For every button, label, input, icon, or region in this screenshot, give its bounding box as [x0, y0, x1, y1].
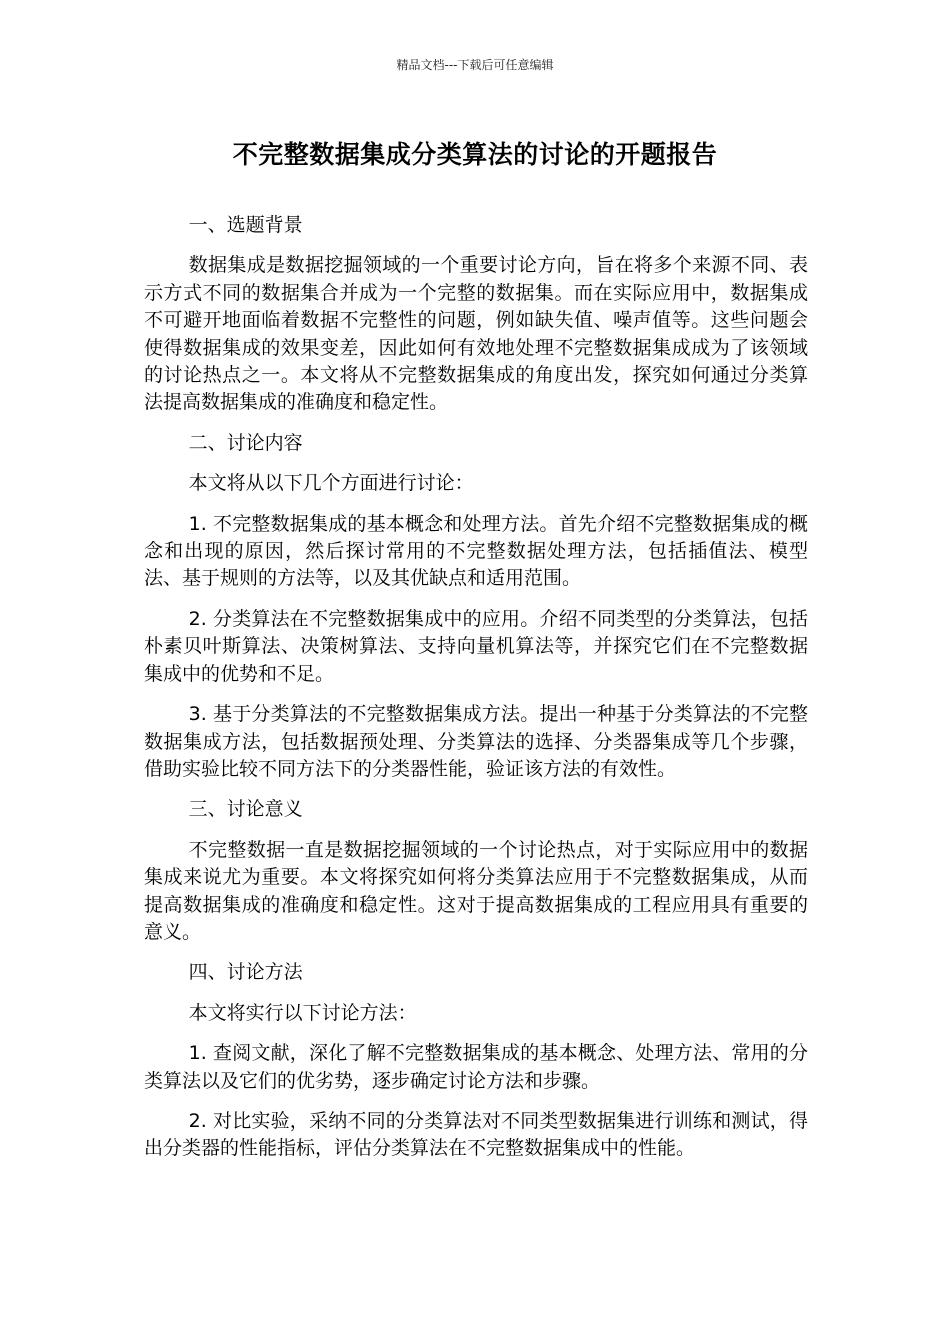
section-heading-significance: 三、讨论意义 [188, 798, 303, 821]
paragraph-background: 数据集成是数据挖掘领域的一个重要讨论方向，旨在将多个来源不同、表示方式不同的数据集合并成为一个完整的数据集。而在实际应用中，数据集成不可避开地面临着数据不完整性的问题，例如缺失值、噪声值等。这些问题会使得数据集成的效果变差，因此如何有效地处理不完整数据集成成为了该领域的讨论热点之一。本文将从不完整数据集成的角度出发，探究如何通过分类算法提高数据集成的准确度和稳定性。 [144, 254, 808, 414]
document-title: 不完整数据集成分类算法的讨论的开题报告 [232, 140, 718, 169]
paragraph-methods-item-2: 2. 对比实验，采纳不同的分类算法对不同类型数据集进行训练和测试，得出分类器的性能指标，评估分类算法在不完整数据集成中的性能。 [144, 1109, 808, 1160]
paragraph-content-item-2: 2. 分类算法在不完整数据集成中的应用。介绍不同类型的分类算法，包括朴素贝叶斯算法、决策树算法、支持向量机算法等，并探究它们在不完整数据集成中的优势和不足。 [144, 607, 808, 685]
paragraph-methods-intro: 本文将实行以下讨论方法： [188, 1001, 417, 1024]
paragraph-significance: 不完整数据一直是数据挖掘领域的一个讨论热点，对于实际应用中的数据集成来说尤为重要。本文将探究如何将分类算法应用于不完整数据集成，从而提高数据集成的准确度和稳定性。这对于提高数据集成的工程应用具有重要的意义。 [144, 838, 808, 943]
section-heading-background: 一、选题背景 [188, 214, 303, 236]
paragraph-content-intro: 本文将从以下几个方面进行讨论： [188, 472, 474, 495]
header-note: 精品文档---下载后可任意编辑 [396, 58, 554, 72]
paragraph-methods-item-1: 1. 查阅文献，深化了解不完整数据集成的基本概念、处理方法、常用的分类算法以及它们的优劣势，逐步确定讨论方法和步骤。 [144, 1042, 808, 1092]
section-heading-methods: 四、讨论方法 [188, 961, 303, 984]
section-heading-content: 二、讨论内容 [188, 431, 303, 454]
paragraph-content-item-1: 1. 不完整数据集成的基本概念和处理方法。首先介绍不完整数据集成的概念和出现的原因，然后探讨常用的不完整数据处理方法，包括插值法、模型法、基于规则的方法等，以及其优缺点和适用范围。 [144, 512, 808, 590]
paragraph-content-item-3: 3. 基于分类算法的不完整数据集成方法。提出一种基于分类算法的不完整数据集成方法，包括数据预处理、分类算法的选择、分类器集成等几个步骤，借助实验比较不同方法下的分类器性能，验证该方法的有效性。 [144, 703, 808, 780]
document-body [144, 212, 808, 1176]
